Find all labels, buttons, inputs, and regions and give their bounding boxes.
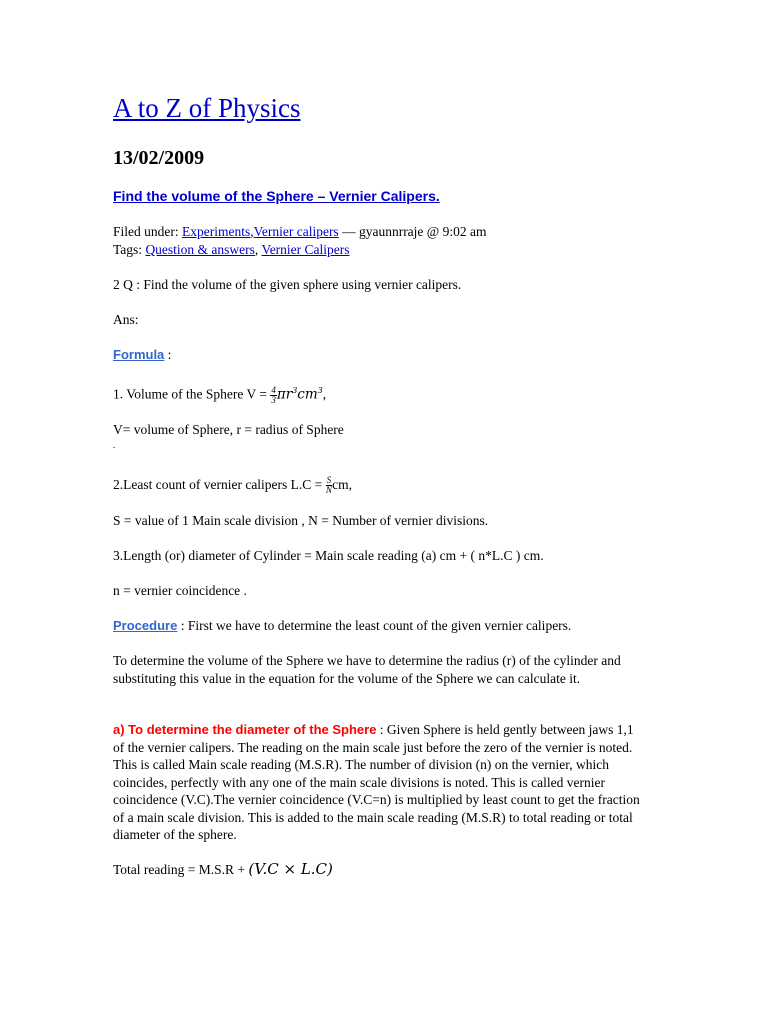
vernier-coincidence-def: n = vernier coincidence . <box>113 583 247 598</box>
step-a-paragraph <box>113 721 643 844</box>
formula-1-exponent: 3 <box>292 386 298 395</box>
formula-1-expr: πr <box>276 386 293 403</box>
formula-1-label: 1. Volume of the Sphere V = <box>113 386 271 402</box>
formula-1-numerator: 4 <box>271 384 276 395</box>
category-separator: , <box>250 224 254 239</box>
tags-label: Tags: <box>113 242 146 257</box>
post-meta-filed <box>113 223 486 240</box>
category-link-experiments[interactable]: Experiments <box>182 224 251 239</box>
formula-1-comma: , <box>322 386 327 402</box>
formula-2-denominator: N <box>325 485 332 496</box>
formula-2-label: 2.Least count of vernier calipers L.C = <box>113 477 326 492</box>
step-a-heading: a) To determine the diameter of the Sphere <box>113 722 377 737</box>
tag-link-question-answers[interactable]: Question & answers <box>145 242 255 257</box>
blog-title-link[interactable]: A to Z of Physics <box>113 93 301 123</box>
answer-label: Ans: <box>113 312 139 327</box>
post-meta-tags <box>113 241 350 258</box>
tag-separator: , <box>254 242 262 257</box>
total-reading-formula <box>113 861 333 878</box>
volume-paragraph: To determine the volume of the Sphere we have to determine the radius (r) of the cylinder and substituting this value in the equation for the volume of the Sphere we can calculate it. <box>113 653 621 686</box>
formula-link[interactable]: Formula <box>113 347 165 362</box>
formula-2-unit: cm, <box>332 477 353 492</box>
stray-dot: . <box>113 440 116 450</box>
total-reading-label: Total reading = M.S.R + <box>113 862 249 877</box>
procedure-text: : First we have to determine the least count of the given vernier calipers. <box>177 618 572 633</box>
filed-under-label: Filed under: <box>113 224 182 239</box>
formula-1-description: V= volume of Sphere, r = radius of Sphere <box>113 422 344 437</box>
total-reading-expr: (V.C × L.C) <box>248 860 333 878</box>
blog-title[interactable] <box>113 90 301 126</box>
post-title-link[interactable]: Find the volume of the Sphere – Vernier Calipers. <box>113 188 440 204</box>
procedure-heading <box>113 617 571 634</box>
author-timestamp: — gyaunnrraje @ 9:02 am <box>338 224 487 239</box>
formula-2 <box>113 476 352 495</box>
procedure-link[interactable]: Procedure <box>113 618 178 633</box>
tag-link-vernier-calipers[interactable]: Vernier Calipers <box>261 242 350 257</box>
formula-1-unit: cm <box>297 386 318 403</box>
step-a-text: : Given Sphere is held gently between jaws 1,1 of the vernier calipers. The reading on the main scale just before the zero of the vernier is noted. This is called Main scale reading (M.S.R). The number of division (n) on the vernier, which coincides, perfectly with any one of the main scale divisions is noted. This is called vernier coincidence (V.C).The vernier coincidence (V.C=n) is multiplied by least count to get the fraction of a main scale division. This is added to the main scale reading (M.S.R) to total reading or total diameter of the sphere. <box>113 722 640 842</box>
formula-2-numerator: S <box>326 475 332 486</box>
formula-1 <box>113 382 326 405</box>
formula-2-description: S = value of 1 Main scale division , N = Number of vernier divisions. <box>113 513 489 528</box>
formula-colon: : <box>164 347 172 362</box>
post-date: 13/02/2009 <box>113 147 205 169</box>
category-link-vernier-calipers[interactable]: Vernier calipers <box>253 224 339 239</box>
formula-heading <box>113 346 171 363</box>
formula-1-unit-exponent: 3 <box>317 386 323 395</box>
post-title[interactable] <box>113 187 440 205</box>
question-text: 2 Q : Find the volume of the given sphere using vernier calipers. <box>113 277 462 292</box>
formula-3: 3.Length (or) diameter of Cylinder = Main scale reading (a) cm + ( n*L.C ) cm. <box>113 548 544 563</box>
formula-1-denominator: 3 <box>271 394 276 405</box>
